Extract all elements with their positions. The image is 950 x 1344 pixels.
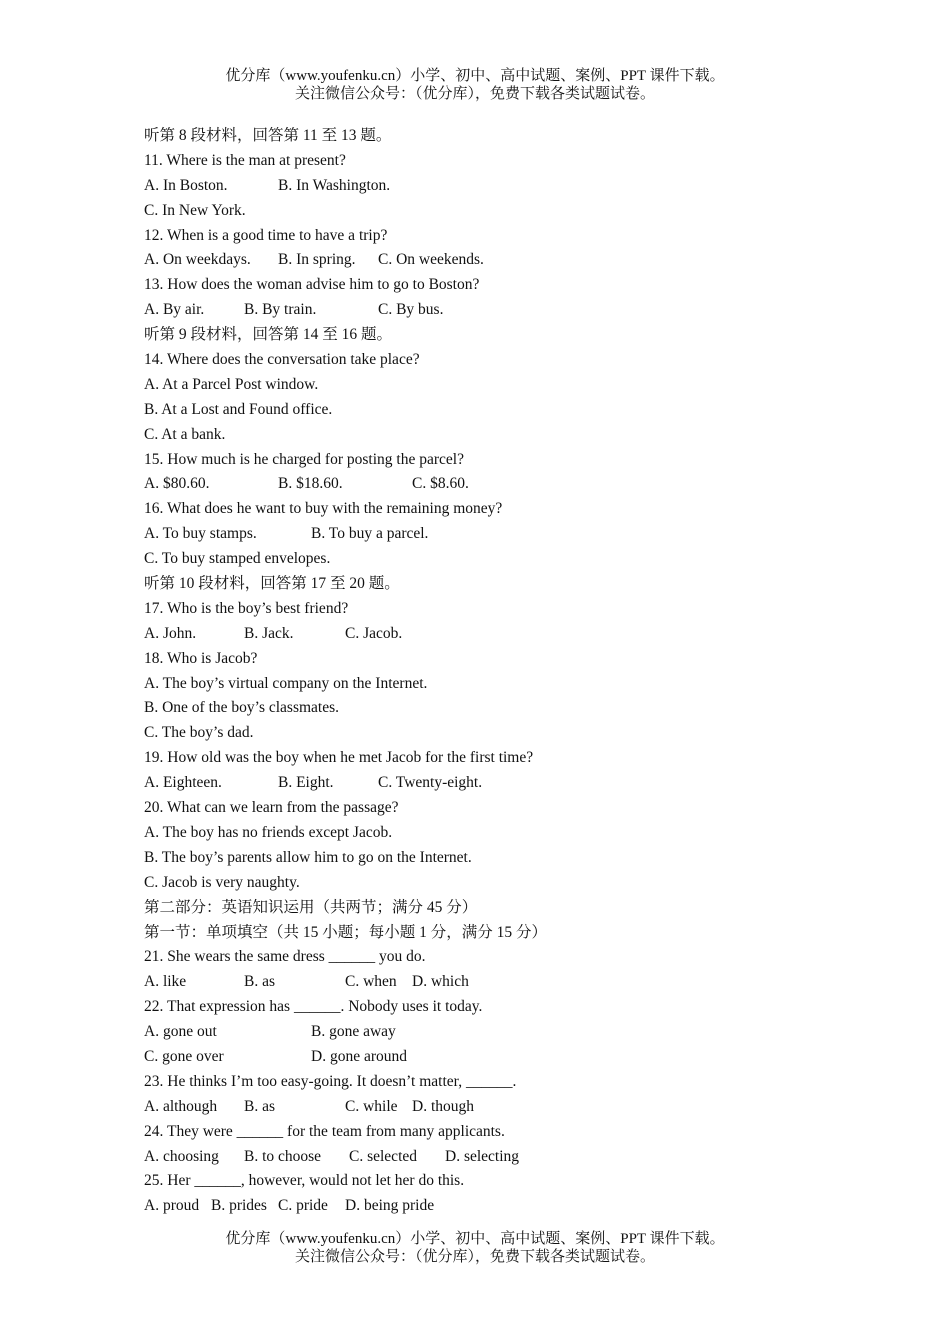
q24-options — [144, 1145, 844, 1170]
q21-option-d: D. which — [412, 973, 469, 991]
q21-options — [144, 970, 844, 995]
q19-option-b: B. Eight. — [278, 774, 334, 792]
q12-option-b: B. In spring. — [278, 251, 356, 269]
q16-option-b: B. To buy a parcel. — [311, 525, 429, 543]
q17-stem: 17. Who is the boy’s best friend? — [144, 599, 349, 617]
q14-option-a: A. At a Parcel Post window. — [144, 375, 319, 393]
q20-option-a: A. The boy has no friends except Jacob. — [144, 823, 393, 841]
header-line-2: 关注微信公众号：（优分库），免费下载各类试题试卷。 — [294, 86, 655, 102]
q21-option-a: A. like — [144, 973, 187, 991]
q23-option-b: B. as — [244, 1097, 275, 1115]
q18-option-c: C. The boy’s dad. — [144, 724, 254, 742]
q13-option-a: A. By air. — [144, 301, 205, 319]
q13-option-c: C. By bus. — [378, 301, 444, 319]
q19-option-a: A. Eighteen. — [144, 774, 222, 792]
q12-option-a: A. On weekdays. — [144, 251, 251, 269]
q17-option-a: A. John. — [144, 624, 197, 642]
q22-options-row-2 — [144, 1045, 844, 1070]
q21-option-b: B. as — [244, 973, 275, 991]
q18-option-a: A. The boy’s virtual company on the Internet. — [144, 674, 428, 692]
q24-option-c: C. selected — [349, 1147, 418, 1165]
q24-option-b: B. to choose — [244, 1147, 322, 1165]
q14-option-b: B. At a Lost and Found office. — [144, 400, 333, 418]
footer-line-2: 关注微信公众号：（优分库），免费下载各类试题试卷。 — [294, 1249, 655, 1265]
q19-option-c: C. Twenty-eight. — [378, 774, 483, 792]
q11-option-a: A. In Boston. — [144, 176, 228, 194]
q22-stem: 22. That expression has ______. Nobody uses it today. — [144, 998, 483, 1016]
header-line-1: 优分库（www.youfenku.cn）小学、初中、高中试题、案例、PPT 课件下载。 — [225, 68, 725, 84]
q21-stem: 21. She wears the same dress ______ you do. — [144, 948, 426, 966]
q16-option-c: C. To buy stamped envelopes. — [144, 550, 331, 568]
page-footer — [0, 1230, 950, 1266]
q15-option-c: C. $8.60. — [412, 475, 469, 493]
q12-stem: 12. When is a good time to have a trip? — [144, 226, 388, 244]
q15-stem: 15. How much is he charged for posting the parcel? — [144, 450, 464, 468]
q11-stem: 11. Where is the man at present? — [144, 151, 346, 169]
q17-options — [144, 622, 844, 647]
q15-option-a: A. $80.60. — [144, 475, 210, 493]
q21-option-c: C. when — [345, 973, 397, 991]
q16-options-row-1 — [144, 522, 844, 547]
q22-option-c: C. gone over — [144, 1047, 224, 1065]
q13-stem: 13. How does the woman advise him to go to Boston? — [144, 276, 480, 294]
q23-option-a: A. although — [144, 1097, 218, 1115]
section-9-intro: 听第 9 段材料，回答第 14 至 16 题。 — [144, 326, 393, 344]
q25-option-d: D. being pride — [345, 1197, 435, 1215]
q16-stem: 16. What does he want to buy with the remaining money? — [144, 500, 503, 518]
q23-stem: 23. He thinks I’m too easy-going. It doesn’t matter, ______. — [144, 1072, 517, 1090]
q23-option-d: D. though — [412, 1097, 474, 1115]
q23-options — [144, 1095, 844, 1120]
q11-option-c: C. In New York. — [144, 201, 246, 219]
q12-options — [144, 248, 844, 273]
q24-option-a: A. choosing — [144, 1147, 219, 1165]
q13-options — [144, 298, 844, 323]
page-header — [0, 67, 950, 103]
q22-option-b: B. gone away — [311, 1023, 396, 1041]
q19-options — [144, 771, 844, 796]
q20-stem: 20. What can we learn from the passage? — [144, 799, 399, 817]
q24-stem: 24. They were ______ for the team from many applicants. — [144, 1122, 505, 1140]
q14-stem: 14. Where does the conversation take place? — [144, 351, 420, 369]
q18-option-b: B. One of the boy’s classmates. — [144, 699, 340, 717]
q25-option-c: C. pride — [278, 1197, 328, 1215]
q22-option-a: A. gone out — [144, 1023, 217, 1041]
q20-option-b: B. The boy’s parents allow him to go on the Internet. — [144, 848, 472, 866]
q18-stem: 18. Who is Jacob? — [144, 649, 258, 667]
q24-option-d: D. selecting — [445, 1147, 520, 1165]
section-8-intro: 听第 8 段材料，回答第 11 至 13 题。 — [144, 127, 392, 144]
q13-option-b: B. By train. — [244, 301, 317, 319]
q22-options-row-1 — [144, 1020, 844, 1045]
q17-option-c: C. Jacob. — [345, 624, 403, 642]
q23-option-c: C. while — [345, 1097, 398, 1115]
q14-option-c: C. At a bank. — [144, 425, 226, 443]
q25-stem: 25. Her ______, however, would not let her do this. — [144, 1172, 465, 1190]
q15-option-b: B. $18.60. — [278, 475, 343, 493]
q15-options — [144, 472, 844, 497]
section-10-intro: 听第 10 段材料，回答第 17 至 20 题。 — [144, 575, 400, 593]
q11-option-b: B. In Washington. — [278, 176, 391, 194]
q22-option-d: D. gone around — [311, 1047, 407, 1065]
q12-option-c: C. On weekends. — [378, 251, 484, 269]
q25-options — [144, 1194, 844, 1219]
part-2-section-1-title: 第一节：单项填空（共 15 小题；每小题 1 分，满分 15 分） — [144, 923, 548, 941]
q11-options-row-1 — [144, 174, 844, 199]
q25-option-a: A. proud — [144, 1197, 200, 1215]
q25-option-b: B. prides — [211, 1197, 267, 1215]
part-2-title: 第二部分：英语知识运用（共两节；满分 45 分） — [144, 898, 478, 916]
q17-option-b: B. Jack. — [244, 624, 294, 642]
footer-line-1: 优分库（www.youfenku.cn）小学、初中、高中试题、案例、PPT 课件下载。 — [225, 1231, 725, 1247]
q20-option-c: C. Jacob is very naughty. — [144, 873, 300, 891]
exam-content — [144, 124, 844, 1219]
q19-stem: 19. How old was the boy when he met Jacob for the first time? — [144, 749, 534, 767]
q16-option-a: A. To buy stamps. — [144, 525, 257, 543]
